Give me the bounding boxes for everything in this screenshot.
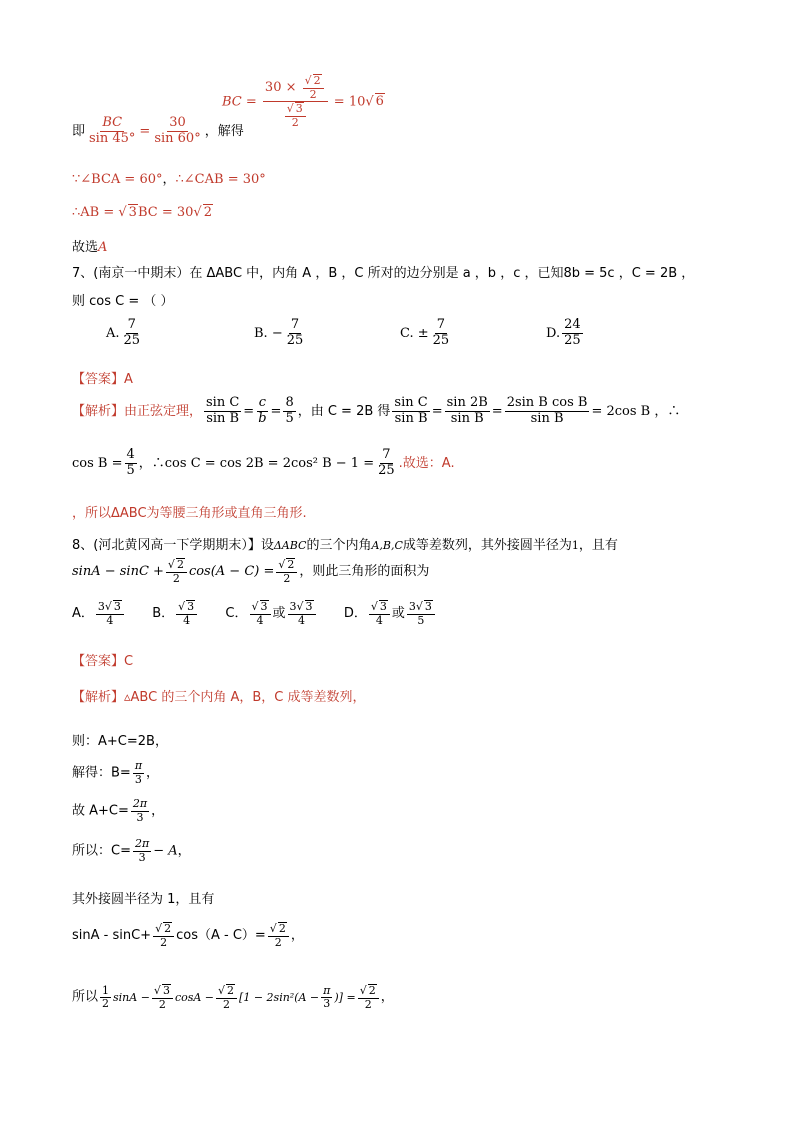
q8-radius: 其外接圆半径为 1，且有 bbox=[72, 892, 215, 907]
q8-equation1: sinA - sinC+ $\frac{√ 2}{2}$ cos（A - C）= $\frac{√ 2}{2}$ ， bbox=[72, 922, 304, 949]
q8-c-value: 所以：C= $\frac{2\pi}{3}$ − A， bbox=[72, 837, 191, 864]
ab-line: ∴AB = √ 3BC = 30√ 2 bbox=[72, 205, 212, 220]
q7-stem-line2: 则 cos C = （ ） bbox=[72, 294, 174, 309]
q8-stem-line2: sinA − sinC + $\frac{√ 2}{2}$ cos(A − C) = $\frac{√ 2}{2}$ ，则此三角形的面积为 bbox=[72, 558, 430, 585]
q7-stem-line1: 7、(南京一中期末）在 ΔABC 中，内角 A ，B ，C 所对的边分别是 a ，b ，c ，已知8b = 5c ，C = 2B ， bbox=[72, 266, 695, 281]
q7-analysis-line2: cos B = $\frac{4}{5}$ ，∴cos C = cos 2B = 2cos² B − 1 = $\frac{7}{25}$ .故选：A. bbox=[72, 447, 455, 478]
q8-then: 则：A+C=2B， bbox=[72, 734, 168, 749]
angle-bca-line: ∵∠BCA = 60°，∴∠CAB = 30° bbox=[72, 172, 266, 187]
q8-analysis: 【解析】▵ABC 的三个内角 A，B，C 成等差数列， bbox=[72, 690, 366, 705]
q8-stem-line1: 8、(河北黄冈高一下学期期末）】设ΔABC的三个内角A,B,C成等差数列，其外接圆半径为1，且有 bbox=[72, 538, 618, 553]
choose-line: 故选A bbox=[72, 240, 108, 255]
q8-sum-ac: 故 A+C= $\frac{2\pi}{3}$ ， bbox=[72, 797, 165, 824]
q8-equation2: 所以 $\frac{1}{2}$ sinA − $\frac{√ 3}{2}$ cosA − $\frac{√ 2}{2}$ [1 − 2sin²(A − $\frac{\pi}{3}$ )] = $\frac{√ 2}{2}$ ， bbox=[72, 983, 394, 1011]
q8-options: A． $\frac{3√ 3}{4}$ B． $\frac{√ 3}{4}$ C． $\frac{√ 3}{4}$ 或 $\frac{3√ 3}{4}$ D． $\frac{√ 3}{4}$ 或 $\frac{3√ 3}{5}$ bbox=[72, 600, 437, 627]
q7-analysis-line1: 【解析】由正弦定理， $\frac{\text{sin C}}{\text{sin B}}$ = $\frac{c}{b}$ = $\frac{8}{5}$ ，由 C = 2B 得 $\frac{\text{sin C}}{\text{sin B}}$ = $\frac{\sin 2B}{\text{sin B}}$ = $\frac{\text{2sin B cos B}}{\text{sin B}}$ = 2cos B ，∴ bbox=[72, 395, 681, 426]
bc-formula: BC = 30 × $\frac{√ 2}{2}$ $\frac{√ 3}{2}$ = 10√ 6 bbox=[222, 74, 384, 129]
q8-answer: 【答案】C bbox=[72, 654, 134, 669]
q7-option-d: D. $\frac{24}{25}$ bbox=[546, 317, 581, 348]
q7-extra: ，所以ΔABC为等腰三角形或直角三角形. bbox=[72, 506, 307, 521]
q7-option-b: B. − $\frac{7}{25}$ bbox=[254, 317, 304, 348]
q8-solve-b: 解得：B= $\frac{\pi}{3}$ ， bbox=[72, 759, 160, 786]
q7-answer: 【答案】A bbox=[72, 372, 133, 387]
q7-option-a: A. $\frac{7}{25}$ bbox=[106, 317, 141, 348]
law-of-sines-equation: 即 $\frac{BC}{\sin 45^\circ}$ = $\frac{30}{\sin 60^\circ}$ ，解得 bbox=[72, 115, 244, 146]
q7-option-c: C. ± $\frac{7}{25}$ bbox=[400, 317, 450, 348]
